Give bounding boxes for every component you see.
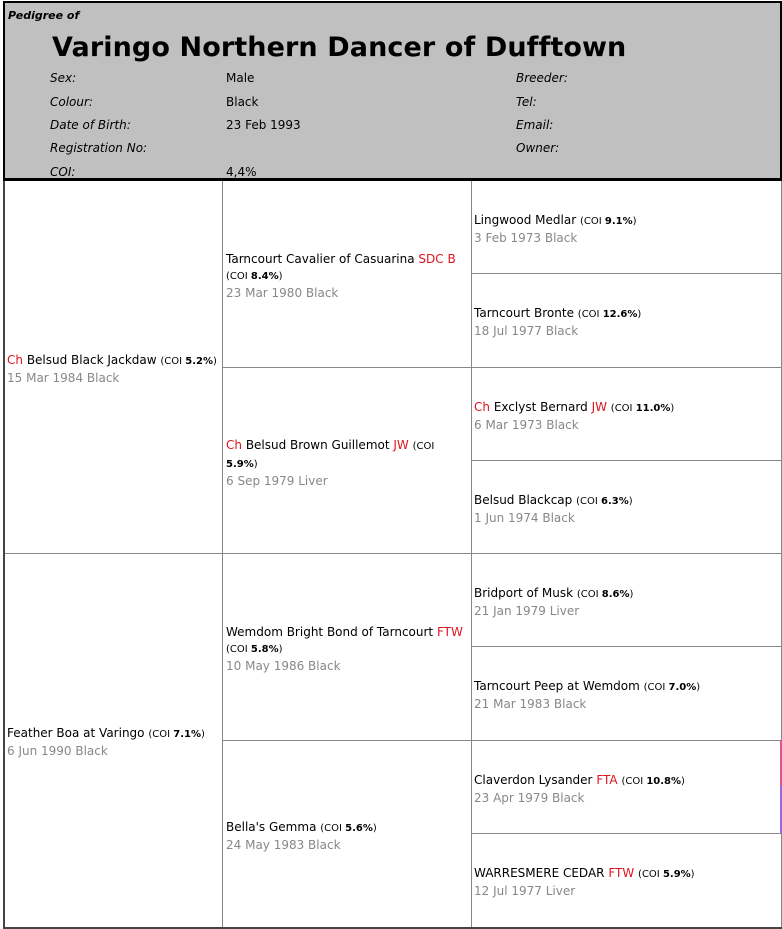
coi-value: 4,4% — [226, 165, 257, 179]
column-divider — [471, 181, 472, 927]
birth-details: 12 Jul 1977 Liver — [474, 884, 576, 898]
granddam-maternal-cell[interactable] — [226, 819, 469, 853]
coi-note: (COI 7.0%) — [643, 682, 701, 693]
birth-details: 3 Feb 1973 Black — [474, 231, 578, 245]
breeder-label: Breeder: — [516, 71, 568, 85]
title-suffix: JW — [393, 438, 409, 452]
row-divider — [471, 833, 782, 834]
ancestor-cell[interactable] — [474, 585, 779, 619]
dam-cell[interactable] — [7, 725, 220, 759]
ancestor-cell[interactable] — [474, 492, 779, 526]
grandsire-maternal-cell[interactable] — [226, 624, 469, 674]
birth-details: 23 Mar 1980 Black — [226, 286, 339, 300]
dog-name: Tarncourt Peep at Wemdom — [474, 679, 640, 693]
title-prefix: Ch — [7, 353, 23, 367]
dog-name: Tarncourt Bronte — [474, 306, 574, 320]
ancestor-cell[interactable] — [474, 772, 779, 806]
dog-name: Exclyst Bernard — [493, 400, 588, 414]
title-suffix: SDC B — [418, 252, 456, 266]
coi-note: (COI 12.6%) — [577, 309, 642, 320]
colour-label: Colour: — [50, 95, 93, 109]
row-divider — [222, 740, 782, 741]
dog-name: Bridport of Musk — [474, 586, 574, 600]
pedigree-grid — [3, 181, 782, 929]
title-suffix: FTW — [436, 625, 463, 639]
birth-details: 6 Mar 1973 Black — [474, 418, 579, 432]
coi-note: (COI 5.2%) — [160, 356, 217, 367]
birth-details: 6 Sep 1979 Liver — [226, 474, 328, 488]
birth-details: 15 Mar 1984 Black — [7, 371, 120, 385]
birth-details: 18 Jul 1977 Black — [474, 324, 579, 338]
coi-label: COI: — [50, 165, 76, 179]
sex-label: Sex: — [50, 71, 77, 85]
birth-details: 1 Jun 1974 Black — [474, 511, 575, 525]
ancestor-cell[interactable] — [474, 399, 779, 433]
ancestor-cell[interactable] — [474, 212, 779, 246]
coi-note: (COI 9.1%) — [579, 216, 637, 227]
birth-details: 21 Jan 1979 Liver — [474, 604, 580, 618]
colour-value: Black — [226, 95, 259, 109]
row-divider — [222, 367, 782, 368]
title-suffix: FTW — [608, 866, 635, 880]
owner-label: Owner: — [516, 141, 560, 155]
coi-note: (COI 5.9%) — [638, 869, 695, 880]
dog-name: Tarncourt Cavalier of Casuarina — [226, 252, 415, 266]
birth-details: 10 May 1986 Black — [226, 659, 341, 673]
dog-name: Belsud Blackcap — [474, 493, 573, 507]
dog-name: WARRESMERE CEDAR — [474, 866, 605, 880]
ancestor-cell[interactable] — [474, 305, 779, 339]
dog-name: Feather Boa at Varingo — [7, 726, 145, 740]
dob-label: Date of Birth: — [50, 118, 131, 132]
granddam-paternal-cell[interactable] — [226, 437, 469, 489]
row-divider — [5, 553, 782, 554]
sire-cell[interactable] — [7, 352, 220, 386]
coi-note: (COI 10.8%) — [621, 776, 685, 787]
title-prefix: Ch — [226, 438, 242, 452]
dob-value: 23 Feb 1993 — [226, 118, 301, 132]
coi-note: (COI 5.6%) — [320, 823, 377, 834]
birth-details: 24 May 1983 Black — [226, 838, 341, 852]
dog-name: Lingwood Medlar — [474, 213, 577, 227]
pedigree-header — [3, 1, 782, 181]
birth-details: 6 Jun 1990 Black — [7, 744, 108, 758]
title-suffix: FTA — [596, 773, 618, 787]
sex-value: Male — [226, 71, 255, 85]
column-divider — [222, 181, 223, 927]
email-label: Email: — [516, 118, 554, 132]
title-prefix: Ch — [474, 400, 490, 414]
dog-name: Wemdom Bright Bond of Tarncourt — [226, 625, 434, 639]
coi-note: (COI 8.6%) — [576, 589, 634, 600]
birth-details: 21 Mar 1983 Black — [474, 697, 587, 711]
coi-note: (COI 7.1%) — [148, 729, 205, 740]
ancestor-cell[interactable] — [474, 865, 779, 899]
pedigree-of-label: Pedigree of — [8, 9, 80, 22]
row-divider — [471, 273, 782, 274]
coi-note: (COI 5.8%) — [226, 644, 283, 655]
birth-details: 23 Apr 1979 Black — [474, 791, 585, 805]
coi-note: (COI 6.3%) — [576, 496, 633, 507]
coi-note: (COI 8.4%) — [226, 271, 283, 282]
ancestor-cell[interactable] — [474, 678, 779, 712]
coi-note: (COI 5.9%) — [226, 441, 435, 470]
registration-label: Registration No: — [50, 141, 148, 155]
dog-name-title: Varingo Northern Dancer of Dufftown — [52, 32, 627, 63]
dog-name: Belsud Black Jackdaw — [26, 353, 157, 367]
dog-name: Claverdon Lysander — [474, 773, 593, 787]
coi-note: (COI 11.0%) — [610, 403, 675, 414]
title-suffix: JW — [591, 400, 607, 414]
row-divider — [471, 646, 782, 647]
tel-label: Tel: — [516, 95, 537, 109]
grandsire-paternal-cell[interactable] — [226, 251, 469, 301]
row-divider — [471, 460, 782, 461]
dog-name: Belsud Brown Guillemot — [245, 438, 390, 452]
dog-name: Bella's Gemma — [226, 820, 317, 834]
